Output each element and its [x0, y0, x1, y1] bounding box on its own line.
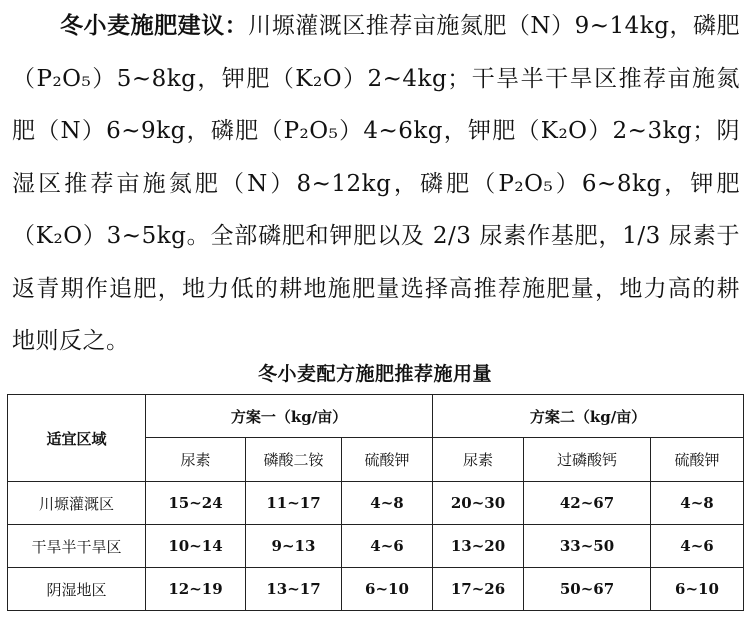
value-cell: 9~13 — [246, 525, 342, 568]
value-cell: 13~20 — [433, 525, 524, 568]
plan1-header: 方案一（kg/亩） — [146, 395, 433, 438]
plan1-col-dap: 磷酸二铵 — [246, 438, 342, 482]
region-cell: 干旱半干旱区 — [8, 525, 146, 568]
value-cell: 10~14 — [146, 525, 246, 568]
plan1-col-potassium-sulfate: 硫酸钾 — [342, 438, 433, 482]
value-cell: 4~6 — [651, 525, 744, 568]
value-cell: 20~30 — [433, 482, 524, 525]
advice-body: 川塬灌溉区推荐亩施氮肥（N）9~14kg，磷肥（P₂O₅）5~8kg，钾肥（K₂O）2~4kg；干旱半干旱区推荐亩施氮肥（N）6~9kg，磷肥（P₂O₅）4~6kg，钾肥（K₂O）2~3kg；阴湿区推荐亩施氮肥（N）8~12kg，磷肥（P₂O₅）6~8kg，钾肥（K₂O）3~5kg。全部磷肥和钾肥以及 2/3 尿素作基肥，1/3 尿素于返青期作追肥，地力低的耕地施肥量选择高推荐施肥量，地力高的耕地则反之。 — [12, 13, 740, 354]
value-cell: 11~17 — [246, 482, 342, 525]
value-cell: 12~19 — [146, 568, 246, 611]
table-title: 冬小麦配方施肥推荐施用量 — [257, 363, 492, 385]
advice-heading: 冬小麦施肥建议： — [60, 12, 249, 39]
table-row — [8, 568, 744, 611]
table-header-row-1 — [8, 395, 744, 438]
value-cell: 13~17 — [246, 568, 342, 611]
value-cell: 50~67 — [524, 568, 651, 611]
table-row — [8, 525, 744, 568]
value-cell: 15~24 — [146, 482, 246, 525]
value-cell: 4~8 — [651, 482, 744, 525]
value-cell: 33~50 — [524, 525, 651, 568]
region-cell: 川塬灌溉区 — [8, 482, 146, 525]
value-cell: 42~67 — [524, 482, 651, 525]
fertilizer-advice-paragraph — [12, 0, 740, 368]
fertilizer-table — [7, 394, 744, 611]
plan2-col-potassium-sulfate: 硫酸钾 — [651, 438, 744, 482]
region-cell: 阴湿地区 — [8, 568, 146, 611]
value-cell: 6~10 — [342, 568, 433, 611]
value-cell: 4~6 — [342, 525, 433, 568]
plan2-header: 方案二（kg/亩） — [433, 395, 744, 438]
value-cell: 4~8 — [342, 482, 433, 525]
value-cell: 6~10 — [651, 568, 744, 611]
plan2-col-urea: 尿素 — [433, 438, 524, 482]
plan1-col-urea: 尿素 — [146, 438, 246, 482]
table-row — [8, 482, 744, 525]
value-cell: 17~26 — [433, 568, 524, 611]
plan2-col-superphosphate: 过磷酸钙 — [524, 438, 651, 482]
region-header: 适宜区域 — [8, 395, 146, 482]
